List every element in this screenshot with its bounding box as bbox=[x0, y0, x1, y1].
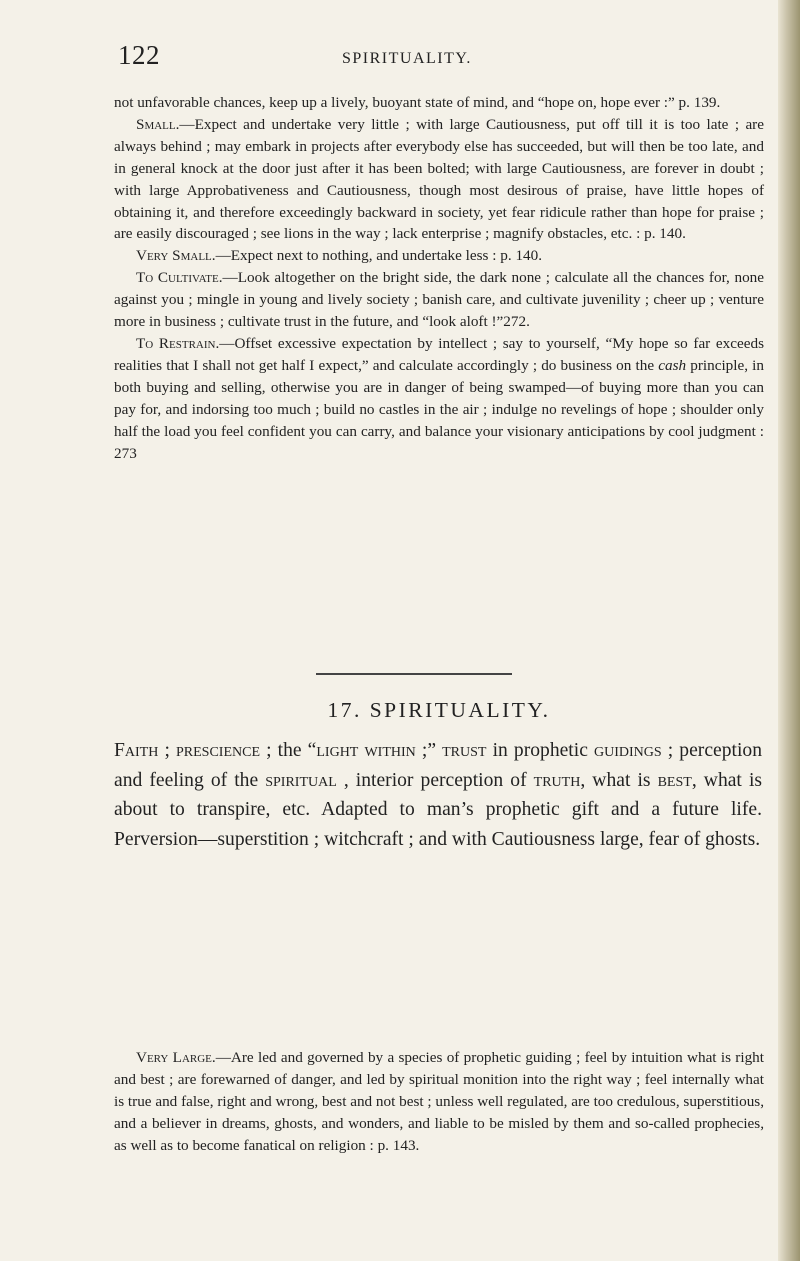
paragraph-text: not unfavorable chances, keep up a lively, buoyant state of mind, and “hope on, hope ever :” p. 139. bbox=[114, 94, 721, 111]
paragraph-very-small bbox=[114, 245, 764, 267]
very-small-text: —Expect next to nothing, and undertake less : p. 140. bbox=[215, 247, 543, 265]
paragraph-continuation bbox=[114, 92, 764, 114]
restrain-text-b: principle, in both buying and selling, otherwise you are in danger of being swamped—of buying more than you can pay for, and indorsing too much ; build no castles in the air ; indulge no revelings of hope ; shoulder only half the load you feel confident you can carry, and balance your visionary anticipations by cool judgment : 273 bbox=[114, 356, 764, 462]
intro-text: in prophetic bbox=[486, 740, 594, 761]
very-large-label: Very Large. bbox=[136, 1049, 216, 1066]
chapter-intro-paragraph bbox=[114, 736, 762, 854]
very-small-label: Very Small. bbox=[136, 247, 216, 265]
intro-trust: trust bbox=[442, 740, 487, 761]
page-number: 122 bbox=[118, 40, 160, 70]
intro-spiritual: spiritual bbox=[265, 769, 337, 791]
restrain-label: To Restrain. bbox=[136, 334, 220, 352]
section-divider bbox=[316, 673, 512, 675]
restrain-cash: cash bbox=[658, 356, 687, 374]
intro-prescience: prescience bbox=[175, 740, 260, 761]
intro-guidings: guidings bbox=[594, 740, 662, 761]
restrain-text-a: —Offset excessive expectation by intellect ; say to yourself, “My hope so far exceeds realities that I shall not get half I expect,” and calculate accordingly ; do business on the bbox=[114, 334, 764, 374]
intro-text: ; the “ bbox=[260, 740, 317, 761]
chapter-heading: 17. SPIRITUALITY. bbox=[327, 698, 551, 722]
cultivate-label: To Cultivate. bbox=[136, 269, 223, 287]
chapter-intro bbox=[114, 736, 762, 854]
paragraph-small bbox=[114, 114, 764, 245]
cultivate-text: —Look altogether on the bright side, the dark none ; calculate all the chances for, none against you ; mingle in young and lively society ; banish care, and cultivate juvenility ; cheer up ; venture more in business ; cultivate trust in the future, and “look aloft !”272. bbox=[114, 269, 765, 331]
intro-light-within: light within bbox=[316, 740, 416, 761]
running-title: SPIRITUALITY. bbox=[342, 50, 472, 67]
intro-text: ; perception and feeling of the bbox=[114, 740, 762, 791]
intro-text: , what is about to transpire, etc. Adapted to man’s prophetic gift and a future life. Perversion—superstition ; witchcraft ; and with Cautiousness large, fear of ghosts. bbox=[114, 769, 763, 850]
intro-best: best bbox=[657, 769, 692, 791]
paragraph-restrain bbox=[114, 333, 764, 464]
intro-truth: truth bbox=[533, 769, 581, 791]
intro-faith: Faith bbox=[114, 740, 159, 761]
small-label: Small. bbox=[136, 115, 180, 133]
intro-text: , what is bbox=[580, 769, 658, 791]
intro-text: ;” bbox=[415, 740, 443, 761]
paragraph-very-large bbox=[114, 1047, 764, 1157]
running-header bbox=[118, 40, 758, 80]
book-spine-edge bbox=[778, 0, 800, 1261]
small-text: —Expect and undertake very little ; with large Cautiousness, put off till it is too late ; are always behind ; may embark in projects after everybody else has succeeded, but will then be too late, and in general knock at the door just after it has been bolted; with large Cautiousness, are forever in doubt ; with large Approbativeness and Cautiousness, though most desirous of praise, have little hopes of obtaining it, and therefore exceedingly backward in society, yet fear ridicule rather than hope for praise ; are easily discouraged ; see lions in the way ; lack enterprise ; magnify obstacles, etc. : p. 140. bbox=[114, 115, 764, 243]
spirituality-section-text bbox=[114, 1047, 764, 1157]
intro-text: ; bbox=[158, 740, 176, 761]
very-large-text: —Are led and governed by a species of prophetic guiding ; feel by intuition what is right and best ; are forewarned of danger, and led by spiritual monition into the right way ; feel internally what is true and false, right and wrong, best and not best ; unless well regulated, are too credulous, superstitious, and a believer in dreams, ghosts, and wonders, and liable to be misled by them and so-called prophecies, as well as to become fanatical on religion : p. 143. bbox=[114, 1049, 764, 1154]
hope-section-text bbox=[114, 92, 764, 464]
paragraph-cultivate bbox=[114, 267, 764, 333]
intro-text: , interior perception of bbox=[336, 769, 534, 791]
